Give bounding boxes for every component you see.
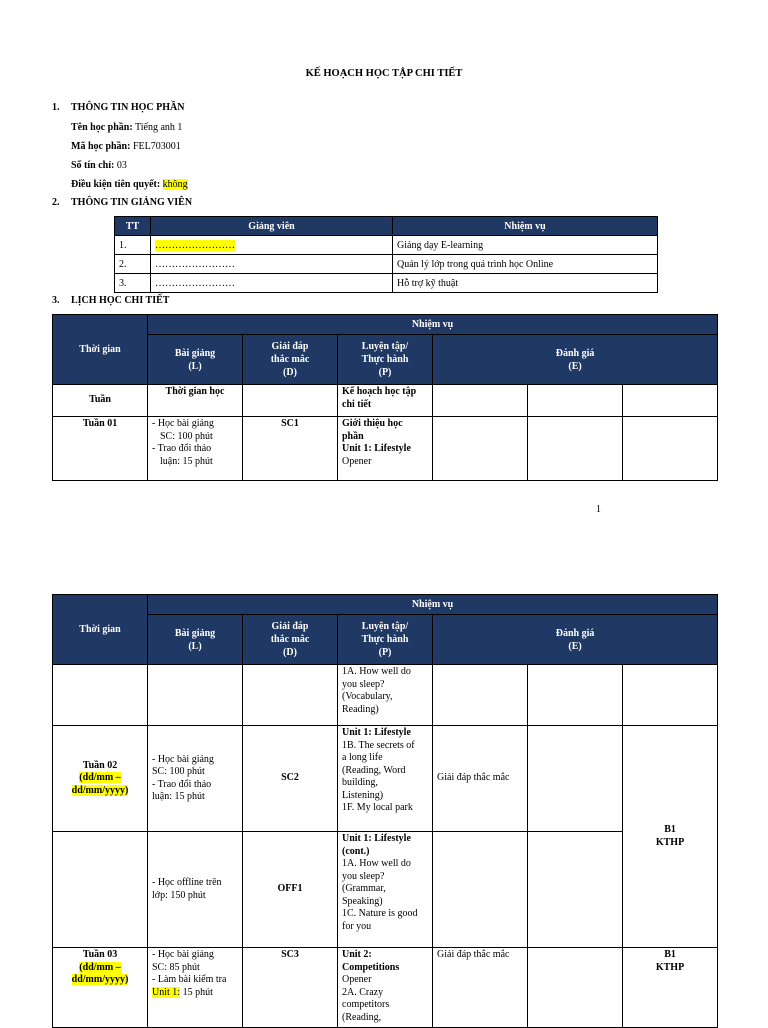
header-time: Thời gian xyxy=(53,595,148,665)
section-1-heading: 1. THÔNG TIN HỌC PHẦN xyxy=(52,102,185,113)
credits-line: Số tín chỉ: 03 xyxy=(71,160,127,171)
schedule-table-page2 xyxy=(52,594,718,1028)
table-row: Tuần 02 (dd/mm – dd/mm/yyyy) - Học bài giảng SC: 100 phút - Trao đổi thảo luận: 15 phút SC2 Unit 1: Lifestyle 1B. The secrets of a long life (Reading, Word building, Listening) 1F. My local park Giải đáp thắc mắc B1 KTHP xyxy=(53,726,718,832)
prerequisite-line: Điều kiện tiên quyết: không xyxy=(71,179,188,190)
header-qa: Giải đáp thắc mắc (D) xyxy=(243,615,338,665)
header-duty: Nhiệm vụ xyxy=(148,595,718,615)
header-eval: Đánh giá (E) xyxy=(433,615,718,665)
schedule-table-page1 xyxy=(52,314,718,481)
header-eval: Đánh giá (E) xyxy=(433,335,718,385)
page-number: 1 xyxy=(596,504,601,515)
section-2-heading: 2. THÔNG TIN GIẢNG VIÊN xyxy=(52,197,193,208)
course-info xyxy=(71,118,188,194)
lecturer-table xyxy=(114,216,658,293)
table-row: 3. …………………… Hỗ trợ kỹ thuật xyxy=(115,274,658,293)
header-practice: Luyện tập/ Thực hành (P) xyxy=(338,615,433,665)
header-duty: Nhiệm vụ xyxy=(148,315,718,335)
table-row: 2. …………………… Quản lý lớp trong quá trình học Online xyxy=(115,255,658,274)
header-tt: TT xyxy=(115,217,151,236)
document-title: KẾ HOẠCH HỌC TẬP CHI TIẾT xyxy=(305,68,463,79)
header-task: Nhiệm vụ xyxy=(393,217,658,236)
header-lecturer: Giảng viên xyxy=(151,217,393,236)
table-row: Tuần 03 (dd/mm – dd/mm/yyyy) - Học bài giảng SC: 85 phút - Làm bài kiểm tra Unit 1: 15 phút SC3 Unit 2: Competitions Opener 2A. Crazy competitors (Reading, Giải đáp thắc mắc B1 KTHP xyxy=(53,948,718,1028)
header-time: Thời gian xyxy=(53,315,148,385)
course-name-line: Tên học phần: Tiếng anh 1 xyxy=(71,122,183,133)
table-row: 1. …………………… Giảng dạy E-learning xyxy=(115,236,658,255)
table-row: Tuần Thời gian học Kế hoạch học tập chi tiết xyxy=(53,385,718,417)
header-practice: Luyện tập/ Thực hành (P) xyxy=(338,335,433,385)
section-3-heading: 3. LỊCH HỌC CHI TIẾT xyxy=(52,295,170,306)
table-row: - Học offline trên lớp: 150 phút OFF1 Unit 1: Lifestyle (cont.) 1A. How well do you sleep? (Grammar, Speaking) 1C. Nature is good for you xyxy=(53,832,718,948)
header-lecture: Bài giảng (L) xyxy=(148,615,243,665)
table-row: 1A. How well do you sleep? (Vocabulary, Reading) xyxy=(53,665,718,726)
course-code-line: Mã học phần: FEL703001 xyxy=(71,141,181,152)
header-qa: Giải đáp thắc mắc (D) xyxy=(243,335,338,385)
header-lecture: Bài giảng (L) xyxy=(148,335,243,385)
table-row: Tuần 01 - Học bài giảng SC: 100 phút - Trao đổi thảo luận: 15 phút SC1 Giới thiệu học phần Unit 1: Lifestyle Opener xyxy=(53,417,718,481)
